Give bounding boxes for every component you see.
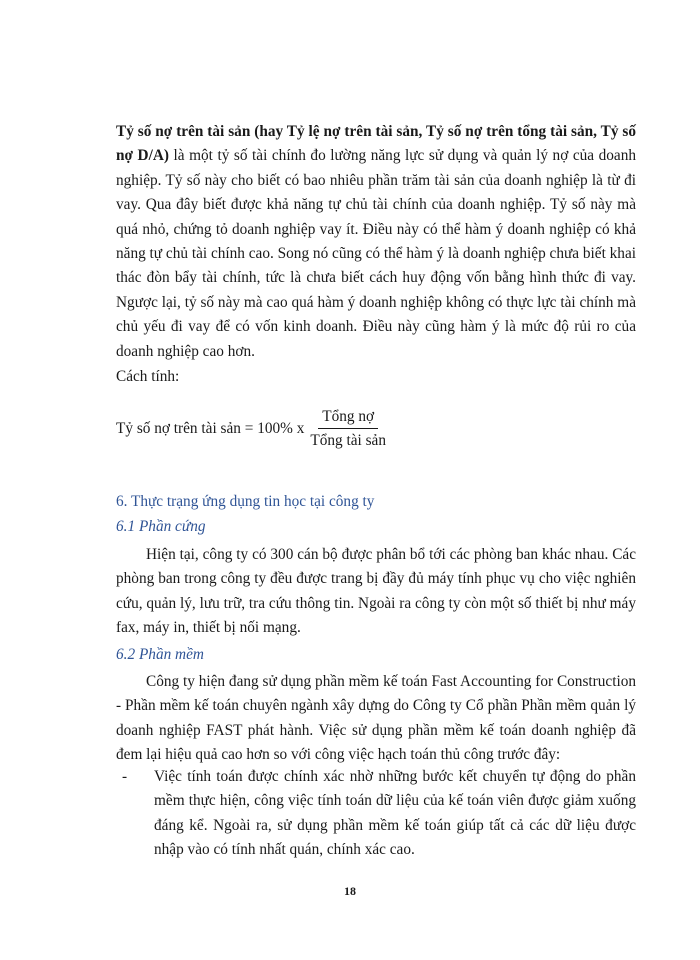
- paragraph-software: Công ty hiện đang sử dụng phần mềm kế toán Fast Accounting for Construction - Phần mềm kế toán chuyên ngành xây dựng do Công ty Cổ phần Phần mềm quản lý doanh nghiệp FAST phát hành. Việc sử dụng phần mềm kế toán doanh nghiệp đã đem lại hiệu quả cao hơn so với công việc hạch toán thủ công trước đây:: [116, 673, 636, 764]
- subsection-heading-6-1: 6.1 Phần cứng: [116, 518, 206, 535]
- formula-numerator: Tổng nợ: [318, 408, 378, 429]
- formula-lhs: Tỷ số nợ trên tài sản = 100% x: [116, 420, 305, 437]
- debt-ratio-formula: [116, 408, 390, 450]
- bullet-text: Việc tính toán được chính xác nhờ những bước kết chuyển tự động do phần mềm thực hiện, công việc tính toán dữ liệu của kế toán viên được giảm xuống đáng kể. Ngoài ra, sử dụng phần mềm kế toán giúp tất cả các dữ liệu được nhập vào có tính nhất quán, chính xác cao.: [154, 768, 636, 859]
- paragraph-debt-ratio-definition: [116, 120, 636, 364]
- paragraph-hardware: Hiện tại, công ty có 300 cán bộ được phân bổ tới các phòng ban khác nhau. Các phòng ban trong công ty đều được trang bị đầy đủ máy tính phục vụ cho việc nghiên cứu, quản lý, lưu trữ, tra cứu thông tin. Ngoài ra công ty còn một số thiết bị như máy fax, máy in, thiết bị nối mạng.: [116, 546, 636, 637]
- page-number: 18: [344, 884, 356, 898]
- debt-ratio-description: là một tỷ số tài chính đo lường năng lực sử dụng và quản lý nợ của doanh nghiệp. Tỷ số này cho biết có bao nhiêu phần trăm tài sản của doanh nghiệp là từ đi vay. Qua đây biết được khả năng tự chủ tài chính của doanh nghiệp. Tỷ số này mà quá nhỏ, chứng tỏ doanh nghiệp vay ít. Điều này có thể hàm ý doanh nghiệp có khả năng tự chủ tài chính cao. Song nó cũng có thể hàm ý là doanh nghiệp chưa biết khai thác đòn bẩy tài chính, tức là chưa biết cách huy động vốn bằng hình thức đi vay. Ngược lại, tỷ số này mà cao quá hàm ý doanh nghiệp không có thực lực tài chính mà chủ yếu đi vay để có vốn kinh doanh. Điều này cũng hàm ý là mức độ rủi ro của doanh nghiệp cao hơn.: [116, 147, 636, 360]
- section-heading-6: 6. Thực trạng ứng dụng tin học tại công ty: [116, 493, 375, 510]
- debt-ratio-term: Tỷ số nợ trên tài sản (hay Tỷ lệ nợ trên tài sản, Tỷ số nợ trên tổng tài sản, Tỷ số nợ D/A): [116, 123, 636, 165]
- subsection-heading-6-2: 6.2 Phần mềm: [116, 646, 204, 663]
- calculation-label: Cách tính:: [116, 368, 180, 385]
- formula-fraction: [306, 408, 390, 450]
- formula-denominator: Tổng tài sản: [310, 432, 386, 449]
- bullet-item: [116, 765, 636, 863]
- bullet-dash: -: [122, 768, 128, 785]
